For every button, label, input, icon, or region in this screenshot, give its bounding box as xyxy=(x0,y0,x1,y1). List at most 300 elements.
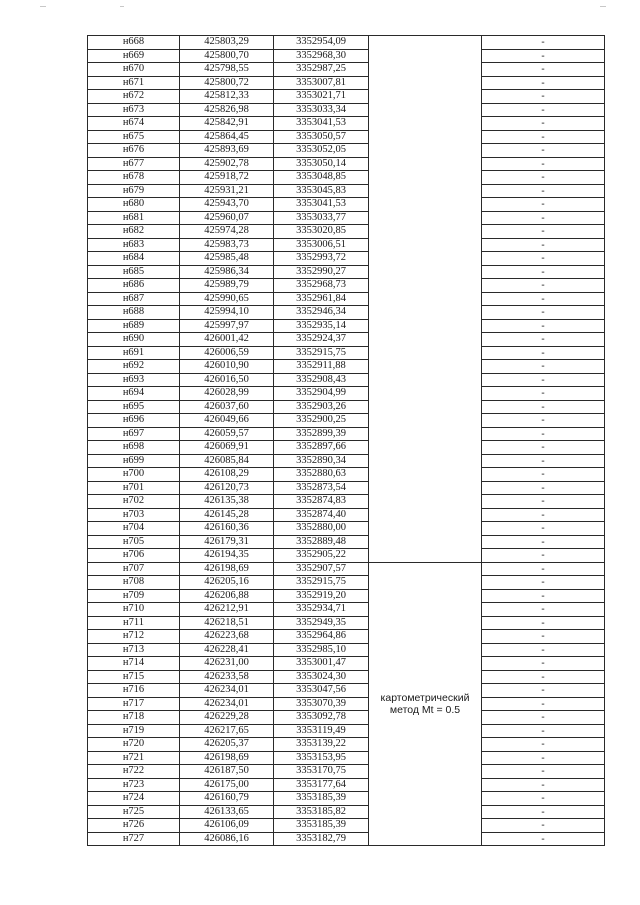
cell-y: 3353050,57 xyxy=(274,130,369,144)
cell-id: н691 xyxy=(88,346,180,360)
cell-id: н704 xyxy=(88,522,180,536)
cell-y: 3352987,25 xyxy=(274,63,369,77)
table-row xyxy=(88,697,605,711)
cell-y: 3352961,84 xyxy=(274,292,369,306)
table-row xyxy=(88,792,605,806)
cell-y: 3353048,85 xyxy=(274,171,369,185)
cell-id: н677 xyxy=(88,157,180,171)
cell-mark: - xyxy=(482,117,605,131)
cell-x: 426001,42 xyxy=(180,333,274,347)
table-row xyxy=(88,832,605,846)
cell-x: 426205,16 xyxy=(180,576,274,590)
table-row xyxy=(88,36,605,50)
cell-x: 426069,91 xyxy=(180,441,274,455)
cell-id: н724 xyxy=(88,792,180,806)
table-row xyxy=(88,279,605,293)
table-row xyxy=(88,468,605,482)
table-row xyxy=(88,616,605,630)
table-row xyxy=(88,76,605,90)
cell-y: 3352874,40 xyxy=(274,508,369,522)
cell-x: 426187,50 xyxy=(180,765,274,779)
cell-id: н680 xyxy=(88,198,180,212)
cell-mark: - xyxy=(482,724,605,738)
cell-id: н720 xyxy=(88,738,180,752)
cell-mark: - xyxy=(482,508,605,522)
cell-id: н701 xyxy=(88,481,180,495)
table-row xyxy=(88,454,605,468)
cell-id: н689 xyxy=(88,319,180,333)
method-cell xyxy=(369,562,482,846)
cell-y: 3352915,75 xyxy=(274,576,369,590)
cell-mark: - xyxy=(482,684,605,698)
cell-mark: - xyxy=(482,576,605,590)
cell-x: 426233,58 xyxy=(180,670,274,684)
cell-mark: - xyxy=(482,144,605,158)
cell-y: 3352874,83 xyxy=(274,495,369,509)
table-row xyxy=(88,805,605,819)
table-row xyxy=(88,252,605,266)
table-row xyxy=(88,657,605,671)
cell-mark: - xyxy=(482,387,605,401)
table-row xyxy=(88,144,605,158)
cell-id: н703 xyxy=(88,508,180,522)
cell-mark: - xyxy=(482,454,605,468)
cell-id: н698 xyxy=(88,441,180,455)
cell-y: 3353041,53 xyxy=(274,198,369,212)
cell-x: 425812,33 xyxy=(180,90,274,104)
cell-id: н708 xyxy=(88,576,180,590)
cell-y: 3352993,72 xyxy=(274,252,369,266)
coordinates-table-body xyxy=(88,36,605,846)
scan-artifact xyxy=(40,6,46,7)
table-row xyxy=(88,265,605,279)
table-row xyxy=(88,225,605,239)
cell-mark: - xyxy=(482,630,605,644)
cell-mark: - xyxy=(482,603,605,617)
cell-y: 3353047,56 xyxy=(274,684,369,698)
cell-x: 426198,69 xyxy=(180,562,274,576)
cell-y: 3353185,39 xyxy=(274,819,369,833)
cell-id: н688 xyxy=(88,306,180,320)
cell-mark: - xyxy=(482,805,605,819)
table-row xyxy=(88,684,605,698)
cell-id: н723 xyxy=(88,778,180,792)
cell-mark: - xyxy=(482,414,605,428)
cell-id: н683 xyxy=(88,238,180,252)
cell-id: н668 xyxy=(88,36,180,50)
cell-mark: - xyxy=(482,306,605,320)
cell-x: 426229,28 xyxy=(180,711,274,725)
table-row xyxy=(88,198,605,212)
cell-id: н697 xyxy=(88,427,180,441)
cell-y: 3352880,00 xyxy=(274,522,369,536)
cell-id: н710 xyxy=(88,603,180,617)
cell-x: 425931,21 xyxy=(180,184,274,198)
cell-mark: - xyxy=(482,103,605,117)
table-row xyxy=(88,535,605,549)
cell-y: 3353092,78 xyxy=(274,711,369,725)
cell-y: 3353170,75 xyxy=(274,765,369,779)
cell-id: н706 xyxy=(88,549,180,563)
cell-x: 426059,57 xyxy=(180,427,274,441)
cell-y: 3352968,30 xyxy=(274,49,369,63)
table-row xyxy=(88,211,605,225)
cell-x: 426010,90 xyxy=(180,360,274,374)
cell-y: 3353177,64 xyxy=(274,778,369,792)
cell-y: 3352897,66 xyxy=(274,441,369,455)
cell-y: 3352889,48 xyxy=(274,535,369,549)
cell-mark: - xyxy=(482,400,605,414)
cell-y: 3353024,30 xyxy=(274,670,369,684)
scan-artifact xyxy=(120,6,124,7)
cell-y: 3353021,71 xyxy=(274,90,369,104)
cell-y: 3353050,14 xyxy=(274,157,369,171)
table-row xyxy=(88,184,605,198)
cell-y: 3353052,05 xyxy=(274,144,369,158)
cell-mark: - xyxy=(482,711,605,725)
cell-x: 425960,07 xyxy=(180,211,274,225)
cell-x: 425983,73 xyxy=(180,238,274,252)
cell-mark: - xyxy=(482,76,605,90)
method-line-2: метод Mt = 0.5 xyxy=(389,703,461,716)
method-cell-empty xyxy=(369,36,482,563)
table-row xyxy=(88,711,605,725)
cell-x: 426212,91 xyxy=(180,603,274,617)
cell-id: н670 xyxy=(88,63,180,77)
table-row xyxy=(88,765,605,779)
cell-mark: - xyxy=(482,36,605,50)
cell-id: н686 xyxy=(88,279,180,293)
cell-mark: - xyxy=(482,427,605,441)
cell-y: 3352946,34 xyxy=(274,306,369,320)
cell-mark: - xyxy=(482,441,605,455)
cell-x: 425864,45 xyxy=(180,130,274,144)
cell-mark: - xyxy=(482,238,605,252)
cell-mark: - xyxy=(482,360,605,374)
cell-id: н718 xyxy=(88,711,180,725)
cell-id: н717 xyxy=(88,697,180,711)
cell-y: 3353045,83 xyxy=(274,184,369,198)
cell-id: н685 xyxy=(88,265,180,279)
table-row xyxy=(88,643,605,657)
cell-id: н694 xyxy=(88,387,180,401)
cell-x: 426160,36 xyxy=(180,522,274,536)
cell-y: 3352904,99 xyxy=(274,387,369,401)
cell-id: н674 xyxy=(88,117,180,131)
cell-x: 426085,84 xyxy=(180,454,274,468)
cell-x: 426228,41 xyxy=(180,643,274,657)
cell-id: н727 xyxy=(88,832,180,846)
cell-id: н702 xyxy=(88,495,180,509)
cell-mark: - xyxy=(482,157,605,171)
cell-x: 425800,72 xyxy=(180,76,274,90)
table-row xyxy=(88,346,605,360)
table-row xyxy=(88,522,605,536)
coordinates-table xyxy=(87,35,605,846)
cell-y: 3352985,10 xyxy=(274,643,369,657)
cell-x: 426037,60 xyxy=(180,400,274,414)
cell-mark: - xyxy=(482,495,605,509)
cell-x: 425990,65 xyxy=(180,292,274,306)
cell-y: 3352915,75 xyxy=(274,346,369,360)
cell-id: н711 xyxy=(88,616,180,630)
cell-mark: - xyxy=(482,792,605,806)
cell-x: 426016,50 xyxy=(180,373,274,387)
cell-mark: - xyxy=(482,616,605,630)
cell-mark: - xyxy=(482,373,605,387)
table-row xyxy=(88,117,605,131)
table-row xyxy=(88,306,605,320)
cell-id: н707 xyxy=(88,562,180,576)
cell-id: н709 xyxy=(88,589,180,603)
cell-mark: - xyxy=(482,643,605,657)
cell-id: н719 xyxy=(88,724,180,738)
cell-id: н712 xyxy=(88,630,180,644)
cell-y: 3352935,14 xyxy=(274,319,369,333)
cell-id: н714 xyxy=(88,657,180,671)
cell-y: 3352919,20 xyxy=(274,589,369,603)
cell-mark: - xyxy=(482,90,605,104)
table-row xyxy=(88,171,605,185)
cell-mark: - xyxy=(482,252,605,266)
cell-mark: - xyxy=(482,738,605,752)
cell-mark: - xyxy=(482,211,605,225)
cell-mark: - xyxy=(482,589,605,603)
cell-x: 426106,09 xyxy=(180,819,274,833)
cell-id: н695 xyxy=(88,400,180,414)
cell-x: 425893,69 xyxy=(180,144,274,158)
cell-x: 425986,34 xyxy=(180,265,274,279)
cell-id: н715 xyxy=(88,670,180,684)
cell-id: н722 xyxy=(88,765,180,779)
cell-x: 425994,10 xyxy=(180,306,274,320)
cell-x: 425974,28 xyxy=(180,225,274,239)
table-row xyxy=(88,427,605,441)
cell-x: 426135,38 xyxy=(180,495,274,509)
cell-y: 3353006,51 xyxy=(274,238,369,252)
cell-id: н725 xyxy=(88,805,180,819)
table-row xyxy=(88,387,605,401)
cell-y: 3353033,77 xyxy=(274,211,369,225)
cell-x: 425997,97 xyxy=(180,319,274,333)
table-row xyxy=(88,819,605,833)
table-row xyxy=(88,400,605,414)
cell-mark: - xyxy=(482,468,605,482)
cell-id: н673 xyxy=(88,103,180,117)
cell-x: 426198,69 xyxy=(180,751,274,765)
cell-x: 426086,16 xyxy=(180,832,274,846)
cell-y: 3353139,22 xyxy=(274,738,369,752)
cell-mark: - xyxy=(482,346,605,360)
cell-id: н721 xyxy=(88,751,180,765)
cell-y: 3353185,82 xyxy=(274,805,369,819)
cell-x: 426206,88 xyxy=(180,589,274,603)
cell-id: н669 xyxy=(88,49,180,63)
table-row xyxy=(88,130,605,144)
table-row xyxy=(88,724,605,738)
cell-x: 426049,66 xyxy=(180,414,274,428)
table-row xyxy=(88,441,605,455)
cell-id: н678 xyxy=(88,171,180,185)
table-row xyxy=(88,292,605,306)
cell-mark: - xyxy=(482,171,605,185)
cell-x: 426006,59 xyxy=(180,346,274,360)
cell-x: 425985,48 xyxy=(180,252,274,266)
cell-y: 3352873,54 xyxy=(274,481,369,495)
cell-id: н675 xyxy=(88,130,180,144)
cell-x: 425918,72 xyxy=(180,171,274,185)
table-row xyxy=(88,738,605,752)
cell-mark: - xyxy=(482,765,605,779)
cell-y: 3353007,81 xyxy=(274,76,369,90)
cell-mark: - xyxy=(482,333,605,347)
cell-y: 3352908,43 xyxy=(274,373,369,387)
cell-mark: - xyxy=(482,832,605,846)
table-row xyxy=(88,508,605,522)
cell-id: н705 xyxy=(88,535,180,549)
table-row xyxy=(88,576,605,590)
cell-x: 426231,00 xyxy=(180,657,274,671)
cell-x: 425842,91 xyxy=(180,117,274,131)
cell-mark: - xyxy=(482,522,605,536)
table-row xyxy=(88,103,605,117)
table-row xyxy=(88,495,605,509)
cell-mark: - xyxy=(482,319,605,333)
table-row xyxy=(88,603,605,617)
cell-x: 425798,55 xyxy=(180,63,274,77)
cell-id: н693 xyxy=(88,373,180,387)
cell-x: 426218,51 xyxy=(180,616,274,630)
method-line-1: картометрический xyxy=(380,691,470,704)
cell-y: 3353020,85 xyxy=(274,225,369,239)
cell-x: 426175,00 xyxy=(180,778,274,792)
table-row xyxy=(88,157,605,171)
cell-mark: - xyxy=(482,63,605,77)
table-row xyxy=(88,562,605,576)
cell-y: 3353041,53 xyxy=(274,117,369,131)
cell-y: 3352880,63 xyxy=(274,468,369,482)
cell-x: 425800,70 xyxy=(180,49,274,63)
cell-y: 3353001,47 xyxy=(274,657,369,671)
table-row xyxy=(88,670,605,684)
scan-artifact xyxy=(600,6,606,7)
cell-y: 3352890,34 xyxy=(274,454,369,468)
cell-x: 426028,99 xyxy=(180,387,274,401)
cell-mark: - xyxy=(482,819,605,833)
cell-id: н713 xyxy=(88,643,180,657)
cell-id: н676 xyxy=(88,144,180,158)
table-row xyxy=(88,751,605,765)
cell-id: н726 xyxy=(88,819,180,833)
cell-y: 3352934,71 xyxy=(274,603,369,617)
table-row xyxy=(88,373,605,387)
table-row xyxy=(88,589,605,603)
cell-mark: - xyxy=(482,697,605,711)
cell-y: 3353119,49 xyxy=(274,724,369,738)
cell-y: 3352907,57 xyxy=(274,562,369,576)
cell-y: 3353182,79 xyxy=(274,832,369,846)
cell-mark: - xyxy=(482,292,605,306)
table-row xyxy=(88,630,605,644)
cell-mark: - xyxy=(482,751,605,765)
cell-y: 3352990,27 xyxy=(274,265,369,279)
cell-id: н716 xyxy=(88,684,180,698)
cell-mark: - xyxy=(482,279,605,293)
cell-mark: - xyxy=(482,198,605,212)
cell-mark: - xyxy=(482,778,605,792)
cell-mark: - xyxy=(482,670,605,684)
cell-x: 426194,35 xyxy=(180,549,274,563)
cell-x: 426223,68 xyxy=(180,630,274,644)
cell-x: 425803,29 xyxy=(180,36,274,50)
cell-mark: - xyxy=(482,49,605,63)
cell-y: 3352899,39 xyxy=(274,427,369,441)
cell-x: 426108,29 xyxy=(180,468,274,482)
cell-id: н692 xyxy=(88,360,180,374)
cell-x: 425989,79 xyxy=(180,279,274,293)
cell-mark: - xyxy=(482,549,605,563)
cell-x: 426160,79 xyxy=(180,792,274,806)
cell-y: 3352949,35 xyxy=(274,616,369,630)
table-row xyxy=(88,333,605,347)
cell-id: н671 xyxy=(88,76,180,90)
cell-x: 425826,98 xyxy=(180,103,274,117)
cell-id: н684 xyxy=(88,252,180,266)
cell-mark: - xyxy=(482,562,605,576)
cell-mark: - xyxy=(482,184,605,198)
cell-x: 425943,70 xyxy=(180,198,274,212)
cell-id: н679 xyxy=(88,184,180,198)
cell-id: н699 xyxy=(88,454,180,468)
table-row xyxy=(88,63,605,77)
cell-y: 3352911,88 xyxy=(274,360,369,374)
cell-id: н696 xyxy=(88,414,180,428)
cell-id: н687 xyxy=(88,292,180,306)
cell-x: 426179,31 xyxy=(180,535,274,549)
cell-y: 3352905,22 xyxy=(274,549,369,563)
cell-id: н682 xyxy=(88,225,180,239)
table-row xyxy=(88,360,605,374)
table-row xyxy=(88,238,605,252)
cell-y: 3353153,95 xyxy=(274,751,369,765)
table-row xyxy=(88,90,605,104)
cell-y: 3353033,34 xyxy=(274,103,369,117)
table-row xyxy=(88,481,605,495)
cell-x: 426120,73 xyxy=(180,481,274,495)
cell-y: 3352954,09 xyxy=(274,36,369,50)
cell-y: 3352968,73 xyxy=(274,279,369,293)
cell-mark: - xyxy=(482,130,605,144)
cell-id: н690 xyxy=(88,333,180,347)
cell-x: 425902,78 xyxy=(180,157,274,171)
table-row xyxy=(88,319,605,333)
cell-y: 3352900,25 xyxy=(274,414,369,428)
cell-mark: - xyxy=(482,657,605,671)
cell-mark: - xyxy=(482,225,605,239)
cell-y: 3352964,86 xyxy=(274,630,369,644)
cell-mark: - xyxy=(482,265,605,279)
cell-x: 426234,01 xyxy=(180,684,274,698)
cell-id: н672 xyxy=(88,90,180,104)
table-row xyxy=(88,414,605,428)
cell-id: н681 xyxy=(88,211,180,225)
cell-x: 426217,65 xyxy=(180,724,274,738)
cell-y: 3353185,39 xyxy=(274,792,369,806)
table-row xyxy=(88,549,605,563)
table-row xyxy=(88,49,605,63)
cell-x: 426133,65 xyxy=(180,805,274,819)
cell-mark: - xyxy=(482,481,605,495)
